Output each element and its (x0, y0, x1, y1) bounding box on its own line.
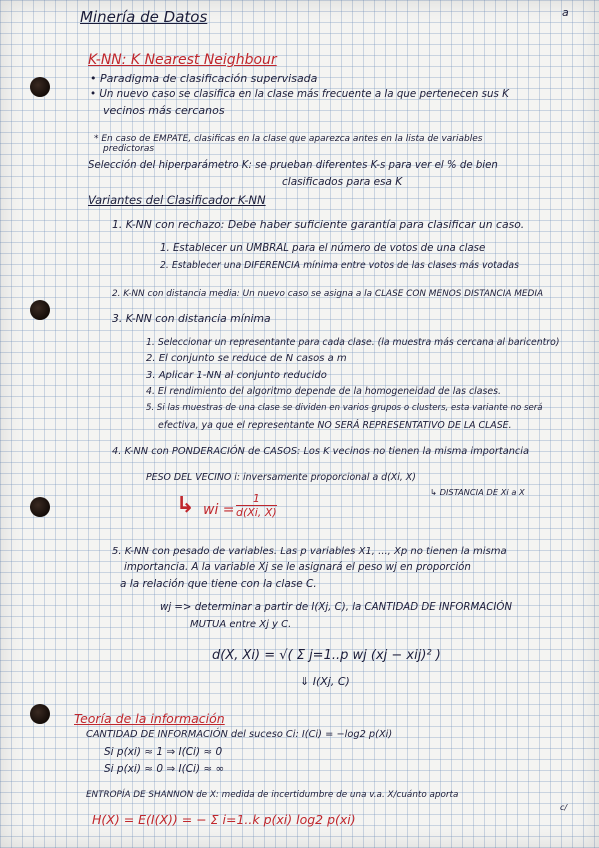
distance-formula-note: ⇓ I(Xj, C) (300, 675, 350, 688)
knn-heading: K-NN: K Nearest Neighbour (88, 52, 277, 68)
distance-formula: d(X, Xi) = √( Σ j=1..p wj (xj − xij)² ) (212, 648, 441, 663)
wi-formula-lhs: wi = (203, 502, 235, 518)
binder-hole (30, 497, 50, 517)
knn-bullet-2b: vecinos más cercanos (103, 104, 225, 117)
entropy-definition-continued: c/ (560, 803, 568, 812)
variant-4: 4. K-NN con PONDERACIÓN de CASOS: Los K vecinos no tienen la misma importancia (112, 446, 530, 457)
info-amount: CANTIDAD DE INFORMACIÓN del suceso Ci: I(Ci) = −log2 p(Xi) (86, 729, 393, 740)
curved-arrow-icon: ↳ (176, 493, 195, 518)
hyperparam-a: Selección del hiperparámetro K: se prueban diferentes K-s para ver el % de bien (88, 160, 498, 171)
variant-3-item-1: 1. Seleccionar un representante para cada clase. (la muestra más cercana al baricentro) (146, 337, 560, 348)
page-mark: a (562, 6, 569, 19)
binder-hole (30, 704, 50, 724)
wj-definition-b: MUTUA entre Xj y C. (190, 619, 292, 630)
variant-5b: importancia. A la variable Xj se le asignará el peso wj en proporción (124, 562, 471, 573)
variant-3-item-5b: efectiva, ya que el representante NO SERÁ REPRESENTATIVO DE LA CLASE. (158, 420, 512, 431)
wj-definition-a: wj => determinar a partir de I(Xj, C), la CANTIDAD DE INFORMACIÓN (160, 602, 512, 613)
variant-3-item-4: 4. El rendimiento del algoritmo depende de la homogeneidad de las clases. (146, 386, 501, 397)
knn-bullet-2a: • Un nuevo caso se clasifica en la clase más frecuente a la que pertenecen sus K (90, 88, 509, 100)
variant-3-item-2: 2. El conjunto se reduce de N casos a m (146, 353, 347, 364)
knn-bullet-1: • Paradigma de clasificación supervisada (90, 72, 318, 85)
wi-numerator: 1 (236, 492, 277, 506)
wi-denominator: d(Xi, X) (236, 506, 277, 519)
variant-1: 1. K-NN con rechazo: Debe haber suficiente garantía para clasificar un caso. (112, 218, 525, 231)
page-title: Minería de Datos (80, 8, 208, 26)
variant-4-weight: PESO DEL VECINO i: inversamente proporcional a d(Xi, X) (146, 472, 416, 483)
variant-3-item-3: 3. Aplicar 1-NN al conjunto reducido (146, 370, 327, 381)
variant-5a: 5. K-NN con pesado de variables. Las p variables X1, ..., Xp no tienen la misma (112, 546, 507, 557)
info-case-2: Si p(xi) ≈ 0 ⇒ I(Ci) ≈ ∞ (104, 763, 225, 775)
info-case-1: Si p(xi) ≈ 1 ⇒ I(Ci) ≈ 0 (104, 746, 223, 758)
variant-2: 2. K-NN con distancia media: Un nuevo caso se asigna a la CLASE CON MENOS DISTANCIA MEDIA (112, 289, 544, 299)
variant-1-item-1: 1. Establecer un UMBRAL para el número de votos de una clase (160, 243, 486, 254)
variant-4-distance-note: ↳ DISTANCIA DE Xi a X (430, 487, 525, 497)
binder-hole (30, 77, 50, 97)
variant-1-item-2: 2. Establecer una DIFERENCIA mínima entre votos de las clases más votadas (160, 260, 519, 271)
info-theory-heading: Teoría de la información (74, 711, 225, 726)
hyperparam-b: clasificados para esa K (282, 176, 403, 188)
wi-formula-fraction (236, 492, 277, 519)
tie-note-b: predictoras (103, 144, 155, 154)
tie-note-a: * En caso de EMPATE, clasificas en la clase que aparezca antes en la lista de variables (94, 134, 483, 144)
variant-3-item-5a: 5. Si las muestras de una clase se dividen en varios grupos o clusters, esta variante no será (146, 403, 543, 413)
entropy-definition: ENTROPÍA DE SHANNON de X: medida de incertidumbre de una v.a. X/cuánto aporta (86, 790, 459, 800)
entropy-formula: H(X) = E(I(X)) = − Σ i=1..k p(xi) log2 p(xi) (92, 812, 356, 827)
variants-heading: Variantes del Clasificador K-NN (88, 193, 266, 207)
variant-5c: a la relación que tiene con la clase C. (120, 578, 317, 590)
variant-3: 3. K-NN con distancia mínima (112, 312, 271, 325)
binder-hole (30, 300, 50, 320)
